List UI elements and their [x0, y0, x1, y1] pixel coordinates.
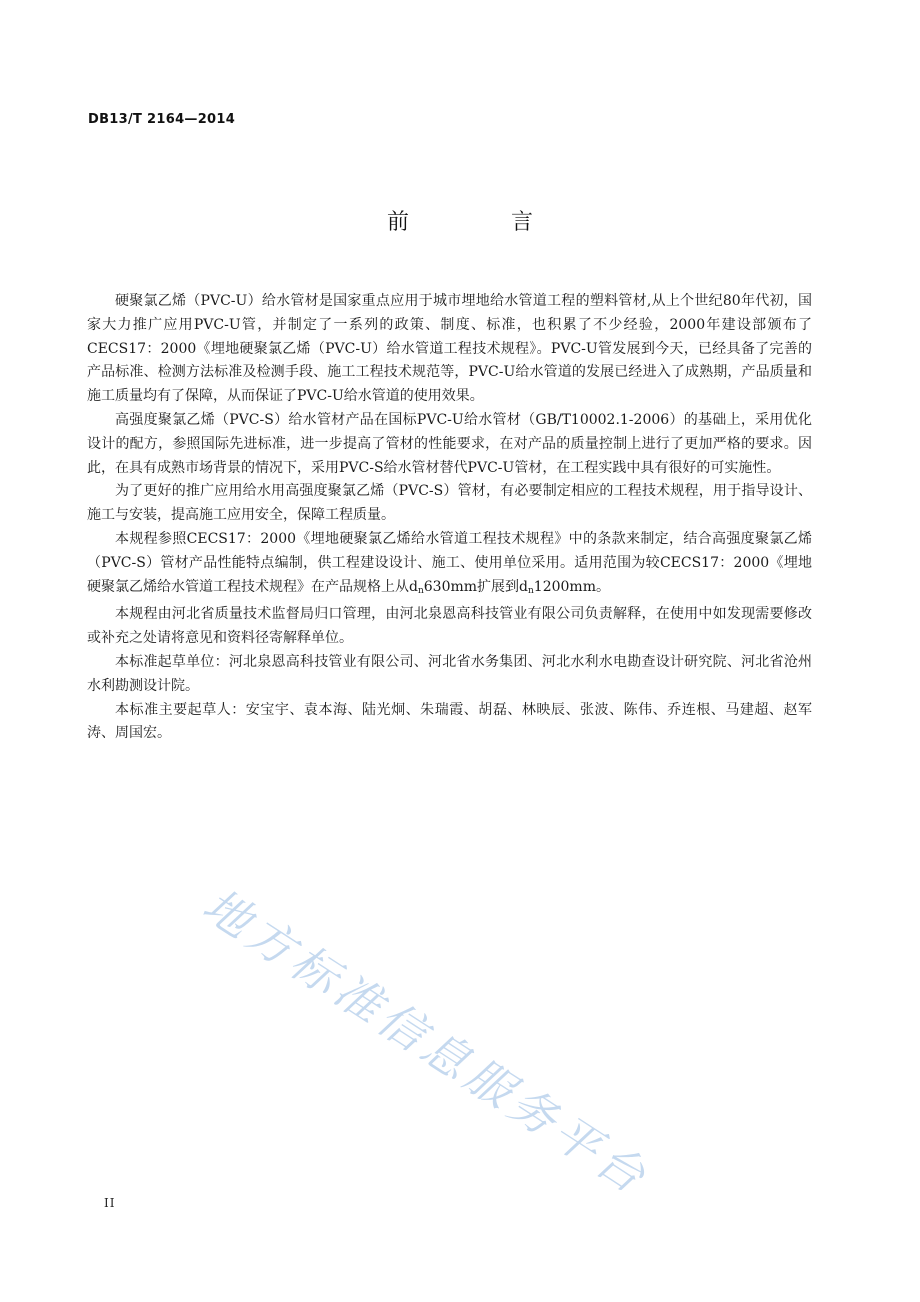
paragraph-4 [87, 528, 812, 603]
paragraph-1: 硬聚氯乙烯（PVC-U）给水管材是国家重点应用于城市埋地给水管道工程的塑料管材,从上个世纪80年代初，国家大力推广应用PVC-U管，并制定了一系列的政策、制度、标准，也积累了不少经验，2000年建设部颁布了CECS17：2000《埋地硬聚氯乙烯（PVC-U）给水管道工程技术规程》。PVC-U管发展到今天，已经具备了完善的产品标准、检测方法标准及检测手段、施工工程技术规范等，PVC-U给水管道的发展已经进入了成熟期，产品质量和施工质量均有了保障，从而保证了PVC-U给水管道的使用效果。 [87, 293, 812, 405]
paragraph-4-text-c: 1200mm。 [533, 578, 610, 595]
paragraph-6: 本标准起草单位：河北泉恩高科技管业有限公司、河北省水务集团、河北水利水电勘查设计研究院、河北省沧州水利勘测设计院。 [87, 653, 812, 694]
document-code: DB13/T 2164—2014 [88, 112, 236, 127]
paragraph-3: 为了更好的推广应用给水用高强度聚氯乙烯（PVC-S）管材，有必要制定相应的工程技术规程，用于指导设计、施工与安装，提高施工应用安全，保障工程质量。 [87, 483, 812, 524]
page-title: 前 言 [386, 210, 573, 235]
watermark: 地方标准信息服务平台 [193, 877, 660, 1207]
foreword-body [87, 290, 812, 746]
subscript-n-1: n [417, 585, 424, 596]
paragraph-2: 高强度聚氯乙烯（PVC-S）给水管材产品在国标PVC-U给水管材（GB/T10002.1-2006）的基础上，采用优化设计的配方，参照国际先进标准，进一步提高了管材的性能要求，在对产品的质量控制上进行了更加严格的要求。因此，在具有成熟市场背景的情况下，采用PVC-S给水管材替代PVC-U管材，在工程实践中具有很好的可实施性。 [87, 411, 812, 476]
paragraph-4-text-a: 本规程参照CECS17：2000《埋地硬聚氯乙烯给水管道工程技术规程》中的条款来制定，结合高强度聚氯乙烯（PVC-S）管材产品性能特点编制，供工程建设设计、施工、使用单位采用。适用范围为较CECS17：2000《埋地硬聚氯乙烯给水管道工程技术规程》在产品规格上从d [87, 530, 812, 595]
page-number: II [104, 1196, 116, 1210]
paragraph-5: 本规程由河北省质量技术监督局归口管理，由河北泉恩高科技管业有限公司负责解释，在使用中如发现需要修改或补充之处请将意见和资料径寄解释单位。 [87, 606, 812, 647]
subscript-n-2: n [528, 585, 534, 596]
paragraph-7: 本标准主要起草人：安宝宇、袁本海、陆光炯、朱瑞霞、胡磊、林映辰、张波、陈伟、乔连根、马建超、赵军涛、周国宏。 [87, 701, 812, 742]
paragraph-4-text-b: 630mm扩展到d [423, 578, 528, 595]
